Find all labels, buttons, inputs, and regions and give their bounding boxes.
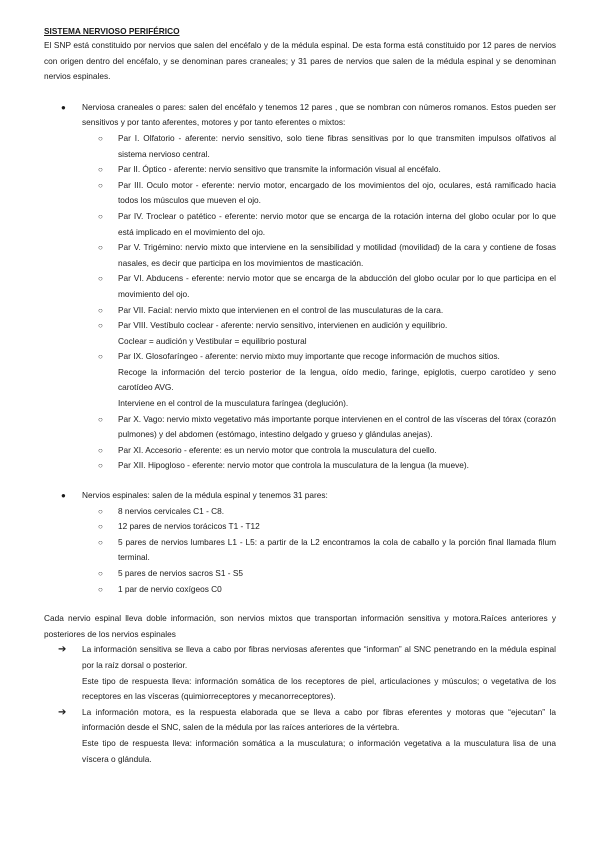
item-text: Par IX. Glosofaríngeo - aferente: nervio mixto muy importante que recoge información de muchos sitios. bbox=[118, 351, 500, 362]
circle-bullet-icon: ○ bbox=[98, 506, 103, 516]
circle-bullet-icon: ○ bbox=[98, 414, 103, 424]
page-title: SISTEMA NERVIOSO PERIFÉRICO bbox=[44, 26, 180, 36]
circle-bullet-icon: ○ bbox=[98, 243, 103, 253]
circle-bullet-icon: ○ bbox=[98, 321, 103, 331]
list-item bbox=[82, 566, 556, 582]
list-item bbox=[82, 178, 556, 209]
circle-bullet-icon: ○ bbox=[98, 569, 103, 578]
item-text: Este tipo de respuesta lleva: información somática de los receptores de piel, articulaciones y músculos; o vegetativa de los receptores en las vísceras (quimiorreceptores y mecanorreceptores). bbox=[82, 675, 556, 702]
circle-bullet-icon: ○ bbox=[98, 522, 103, 532]
list-item bbox=[82, 458, 556, 474]
espinales-text: Nervios espinales: salen de la médula espinal y tenemos 31 pares: bbox=[82, 490, 328, 501]
espinales-sublist bbox=[82, 504, 556, 598]
arrow-right-icon: ➔ bbox=[58, 706, 67, 718]
item-text: Par VI. Abducens - eferente: nervio motor que se encarga de la abducción del globo ocular por lo que participa en el movimiento del ojo. bbox=[118, 273, 556, 299]
list-item bbox=[82, 412, 556, 443]
list-item-espinales bbox=[44, 488, 556, 597]
circle-bullet-icon: ○ bbox=[98, 305, 103, 315]
list-item bbox=[82, 303, 556, 319]
spacer bbox=[44, 474, 556, 488]
item-text: Coclear = audición y Vestibular = equilibrio postural bbox=[118, 335, 307, 346]
circle-bullet-icon: ○ bbox=[98, 352, 103, 362]
item-text: Par I. Olfatorio - aferente: nervio sensitivo, solo tiene fibras sensitivas por lo que transmiten impulsos olfativos al sistema nervioso central. bbox=[118, 132, 556, 159]
list-item bbox=[82, 535, 556, 566]
spacer bbox=[44, 597, 556, 611]
circle-bullet-icon: ○ bbox=[98, 537, 103, 547]
main-list-craneales bbox=[44, 100, 556, 474]
circle-bullet-icon: ○ bbox=[98, 584, 103, 594]
list-item bbox=[82, 318, 556, 349]
list-item bbox=[82, 162, 556, 178]
item-text: Interviene en el control de la musculatura faríngea (deglución). bbox=[118, 398, 349, 409]
item-text: Par VII. Facial: nervio mixto que intervienen en el control de las musculaturas de la cara. bbox=[118, 304, 444, 315]
circle-bullet-icon: ○ bbox=[98, 274, 103, 284]
list-item bbox=[82, 519, 556, 535]
bullet-icon: ● bbox=[61, 102, 66, 112]
item-text: Par X. Vago: nervio mixto vegetativo más importante porque intervienen en el control de las vísceras del tórax (corazón pulmones) y del abdomen (estómago, intestino delgado y grueso y glándulas anejas). bbox=[118, 413, 556, 440]
craneales-text: Nerviosa craneales o pares: salen del encéfalo y tenemos 12 pares , que se nombran con números romanos. Estos pueden ser sensitivos y por tanto aferentes, motores y por tanto eferentes o mixtos: bbox=[82, 101, 556, 128]
item-text: 12 pares de nervios torácicos T1 - T12 bbox=[118, 521, 260, 532]
document-page bbox=[44, 24, 556, 767]
circle-bullet-icon: ○ bbox=[98, 211, 103, 221]
item-text: Par IV. Troclear o patético - eferente: nervio motor que se encarga de la rotación interna del globo ocular por lo que está implicado en el movimiento del ojo. bbox=[118, 210, 556, 237]
arrow-item bbox=[44, 705, 556, 767]
item-text: Par XII. Hipogloso - eferente: nervio motor que controla la musculatura de la lengua (la mueve). bbox=[118, 460, 469, 471]
arrow-item bbox=[44, 642, 556, 704]
item-text: La información sensitiva se lleva a cabo por fibras nerviosas aferentes que “informan” al SNC penetrando en la médula espinal por la raíz dorsal o posterior. bbox=[82, 644, 556, 670]
item-text: 5 pares de nervios lumbares L1 - L5: a partir de la L2 encontramos la cola de caballo y la porción final llamada filum terminal. bbox=[118, 536, 556, 563]
closing-paragraph: Cada nervio espinal lleva doble información, son nervios mixtos que transportan información sensitiva y motora.Raíces anteriores y posteriores de los nervios espinales bbox=[44, 613, 556, 639]
list-item bbox=[82, 443, 556, 459]
item-text: Par V. Trigémino: nervio mixto que interviene en la sensibilidad y motilidad (movilidad) de la cara y contiene de fosas nasales, es decir que participa en los movimientos de masticación. bbox=[118, 242, 556, 268]
item-text: 8 nervios cervicales C1 - C8. bbox=[118, 505, 225, 516]
item-text: Par VIII. Vestíbulo coclear - aferente: nervio sensitivo, intervienen en audición y equilibrio. bbox=[118, 320, 448, 331]
item-text: La información motora, es la respuesta elaborada que se lleva a cabo por fibras eferentes y motoras que “ejecutan” la información desde el SNC, salen de la médula por las raíces anteriores de la vértebra. bbox=[82, 706, 556, 733]
circle-bullet-icon: ○ bbox=[98, 165, 103, 175]
item-text: Par III. Oculo motor - eferente: nervio motor, encargado de los movimientos del ojo, oculares, está ramificado hacia todos los músculos que mueven el ojo. bbox=[118, 179, 556, 206]
item-text: Par II. Óptico - aferente: nervio sensitivo que transmite la información visual al encéfalo. bbox=[118, 164, 441, 175]
list-item bbox=[82, 582, 556, 598]
item-text: Par XI. Accesorio - eferente: es un nervio motor que controla la musculatura del cuello. bbox=[118, 444, 437, 455]
list-item bbox=[82, 209, 556, 240]
arrow-list bbox=[44, 642, 556, 767]
list-item bbox=[82, 131, 556, 162]
list-item bbox=[82, 271, 556, 302]
item-text: 5 pares de nervios sacros S1 - S5 bbox=[118, 568, 243, 578]
circle-bullet-icon: ○ bbox=[98, 133, 103, 143]
circle-bullet-icon: ○ bbox=[98, 180, 103, 190]
circle-bullet-icon: ○ bbox=[98, 445, 103, 455]
item-text: 1 par de nervio coxígeos C0 bbox=[118, 583, 222, 594]
craneales-sublist bbox=[82, 131, 556, 474]
list-item bbox=[82, 349, 556, 411]
list-item bbox=[82, 504, 556, 520]
intro-paragraph: El SNP está constituido por nervios que salen del encéfalo y de la médula espinal. De esta forma está constituido por 12 pares de nervios con origen dentro del encéfalo, y se denominan pares craneales; y 31 pares de nervios que salen de la médula espinal y se denominan nervios espinales. bbox=[44, 40, 556, 82]
item-text: Este tipo de respuesta lleva: información somática a la musculatura; o información vegetativa a la musculatura lisa de una víscera o glándula. bbox=[82, 737, 556, 764]
bullet-icon: ● bbox=[61, 491, 66, 501]
main-list-espinales bbox=[44, 488, 556, 597]
list-item-craneales bbox=[44, 100, 556, 474]
arrow-right-icon: ➔ bbox=[58, 644, 67, 656]
list-item bbox=[82, 240, 556, 271]
item-text: Recoge la información del tercio posterior de la lengua, oído medio, faringe, epiglotis, cuerpo carotídeo y seno carotídeo AVG. bbox=[118, 366, 556, 393]
circle-bullet-icon: ○ bbox=[98, 461, 103, 471]
